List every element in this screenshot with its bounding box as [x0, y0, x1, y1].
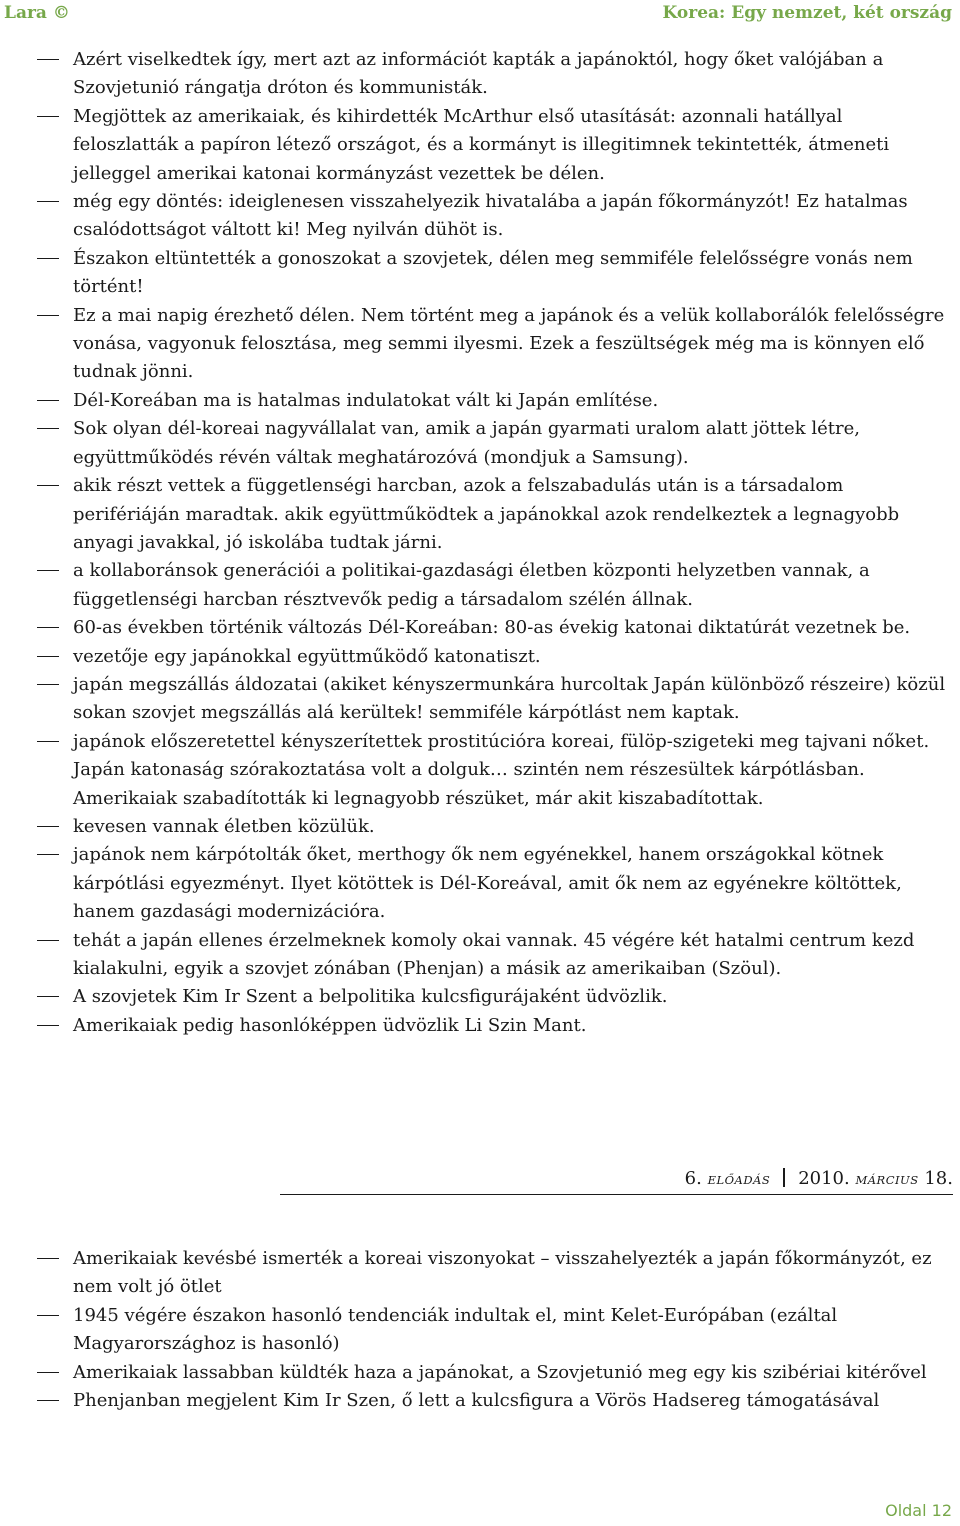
dash-bullet-icon	[37, 940, 59, 941]
section-year: 2010.	[798, 1168, 850, 1189]
list-item-text: 1945 végére északon hasonló tendenciák indultak el, mint Kelet-Európában (ezáltal Magyarországhoz is hasonló)	[73, 1304, 838, 1355]
list-item	[0, 557, 960, 614]
list-item-text: Phenjanban megjelent Kim Ir Szen, ő lett a kulcsfigura a Vörös Hadsereg támogatásával	[73, 1390, 880, 1412]
list-item	[0, 387, 960, 415]
dash-bullet-icon	[37, 1315, 59, 1316]
list-item	[0, 1245, 960, 1302]
dash-bullet-icon	[37, 258, 59, 259]
list-item	[0, 813, 960, 841]
list-item	[0, 983, 960, 1011]
list-item-text: még egy döntés: ideiglenesen visszahelyezik hivatalába a japán főkormányzót! Ez hatalmas csalódottságot váltott ki! Meg nyilván dühöt is.	[73, 191, 908, 241]
header-author: Lara ©	[4, 3, 70, 23]
list-item-text: A szovjetek Kim Ir Szent a belpolitika kulcsfigurájaként üdvözlik.	[73, 986, 668, 1008]
list-item-text: 60-as években történik változás Dél-Koreában: 80-as évekig katonai diktatúrát vezetnek be.	[73, 617, 911, 639]
section-heading	[280, 1167, 953, 1195]
page-number: Oldal 12	[885, 1501, 952, 1520]
list-item	[0, 1302, 960, 1359]
section-number: 6.	[684, 1168, 702, 1189]
dash-bullet-icon	[37, 627, 59, 628]
list-item	[0, 46, 960, 103]
list-item-text: japánok nem kárpótolták őket, merthogy ők nem egyénekkel, hanem országokkal kötnek kárpótlási egyezményt. Ilyet kötöttek is Dél-Koreával, amit ők nem az egyénekre költöttek, hanem gazdasági modernizációra.	[73, 844, 902, 923]
list-item-text: Amerikaiak kevésbé ismerték a koreai viszonyokat – visszahelyezték a japán főkormányzót, ez nem volt jó ötlet	[73, 1248, 932, 1298]
list-item-text: japánok előszeretettel kényszerítettek prostitúcióra koreai, fülöp-szigeteki meg tajvani nőket. Japán katonaság szórakoztatása volt a dolguk… szintén nem részesültek kárpótlásban. Amerikaiak szabadították ki legnagyobb részüket, már akit kiszabadítottak.	[73, 730, 930, 809]
list-item	[0, 1012, 960, 1040]
dash-bullet-icon	[37, 684, 59, 685]
list-item	[0, 841, 960, 926]
dash-bullet-icon	[37, 854, 59, 855]
list-item-text: Amerikaiak lassabban küldték haza a japánokat, a Szovjetunió meg egy kis szibériai kitérővel	[73, 1361, 927, 1383]
list-item-text: a kollaboránsok generációi a politikai-gazdasági életben központi helyzetben vannak, a függetlenségi harcban résztvevők pedig a társadalom szélén állnak.	[73, 560, 870, 610]
list-item	[0, 472, 960, 557]
header-document-title: Korea: Egy nemzet, két ország	[662, 3, 952, 23]
list-item-text: Azért viselkedtek így, mert azt az információt kapták a japánoktól, hogy őket valójában a Szovjetunió rángatja dróton és kommunisták.	[73, 49, 884, 99]
list-item	[0, 302, 960, 387]
heading-divider	[783, 1168, 786, 1187]
dash-bullet-icon	[37, 315, 59, 316]
dash-bullet-icon	[37, 570, 59, 571]
list-item-text: Északon eltüntették a gonoszokat a szovjetek, délen meg semmiféle felelősségre vonás nem történt!	[73, 247, 913, 298]
list-item	[0, 1359, 960, 1387]
list-item	[0, 188, 960, 245]
list-item-text: Amerikaiak pedig hasonlóképpen üdvözlik Li Szin Mant.	[73, 1014, 587, 1036]
list-item	[0, 103, 960, 188]
list-item-text: Dél-Koreában ma is hatalmas indulatokat vált ki Japán említése.	[73, 389, 659, 411]
dash-bullet-icon	[37, 400, 59, 401]
list-item-text: kevesen vannak életben közülük.	[73, 815, 375, 837]
list-item-text: tehát a japán ellenes érzelmeknek komoly okai vannak. 45 végére két hatalmi centrum kezd kialakulni, egyik a szovjet zónában (Phenjan) a másik az amerikaiban (Szöul).	[73, 929, 915, 979]
list-item	[0, 728, 960, 813]
dash-bullet-icon	[37, 1372, 59, 1373]
dash-bullet-icon	[37, 1400, 59, 1401]
list-item	[0, 927, 960, 984]
dash-bullet-icon	[37, 1025, 59, 1026]
list-item	[0, 415, 960, 472]
list-item-text: Sok olyan dél-koreai nagyvállalat van, amik a japán gyarmati uralom alatt jöttek létre, együttműködés révén váltak meghatározóvá (mondjuk a Samsung).	[73, 418, 860, 468]
list-item	[0, 1387, 960, 1415]
section-label: ELŐADÁS	[707, 1173, 771, 1187]
bullet-list-bottom	[0, 1245, 960, 1415]
dash-bullet-icon	[37, 485, 59, 486]
section-day: 18.	[924, 1168, 953, 1189]
dash-bullet-icon	[37, 1258, 59, 1259]
list-item-text: Megjöttek az amerikaiak, és kihirdették McArthur első utasítását: azonnali hatállyal feloszlatták a papíron létező országot, és a kormányt is illegitimnek tekintették, átmeneti jelleggel amerikai katonai kormányzást vezettek be délen.	[73, 105, 890, 184]
list-item-text: japán megszállás áldozatai (akiket kényszermunkára hurcoltak Japán különböző részeire) közül sokan szovjet megszállás alá kerültek! semmiféle kárpótlást nem kaptak.	[73, 673, 946, 724]
bullet-list-top	[0, 46, 960, 1040]
list-item-text: vezetője egy japánokkal együttműködő katonatiszt.	[73, 645, 541, 667]
list-item	[0, 245, 960, 302]
dash-bullet-icon	[37, 428, 59, 429]
list-item-text: Ez a mai napig érezhető délen. Nem történt meg a japánok és a velük kollaborálók felelősségre vonása, vagyonuk felosztása, meg semmi ilyesmi. Ezek a feszültségek még ma is könnyen elő tudnak jönni.	[73, 304, 945, 383]
dash-bullet-icon	[37, 826, 59, 827]
list-item	[0, 643, 960, 671]
dash-bullet-icon	[37, 656, 59, 657]
section-month: MÁRCIUS	[855, 1173, 919, 1187]
dash-bullet-icon	[37, 996, 59, 997]
list-item	[0, 614, 960, 642]
list-item	[0, 671, 960, 728]
dash-bullet-icon	[37, 201, 59, 202]
list-item-text: akik részt vettek a függetlenségi harcban, azok a felszabadulás után is a társadalom perifériáján maradtak. akik együttműködtek a japánokkal azok rendelkeztek a legnagyobb anyagi javakkal, jó iskolába tudtak járni.	[73, 475, 900, 553]
dash-bullet-icon	[37, 741, 59, 742]
dash-bullet-icon	[37, 59, 59, 60]
dash-bullet-icon	[37, 116, 59, 117]
